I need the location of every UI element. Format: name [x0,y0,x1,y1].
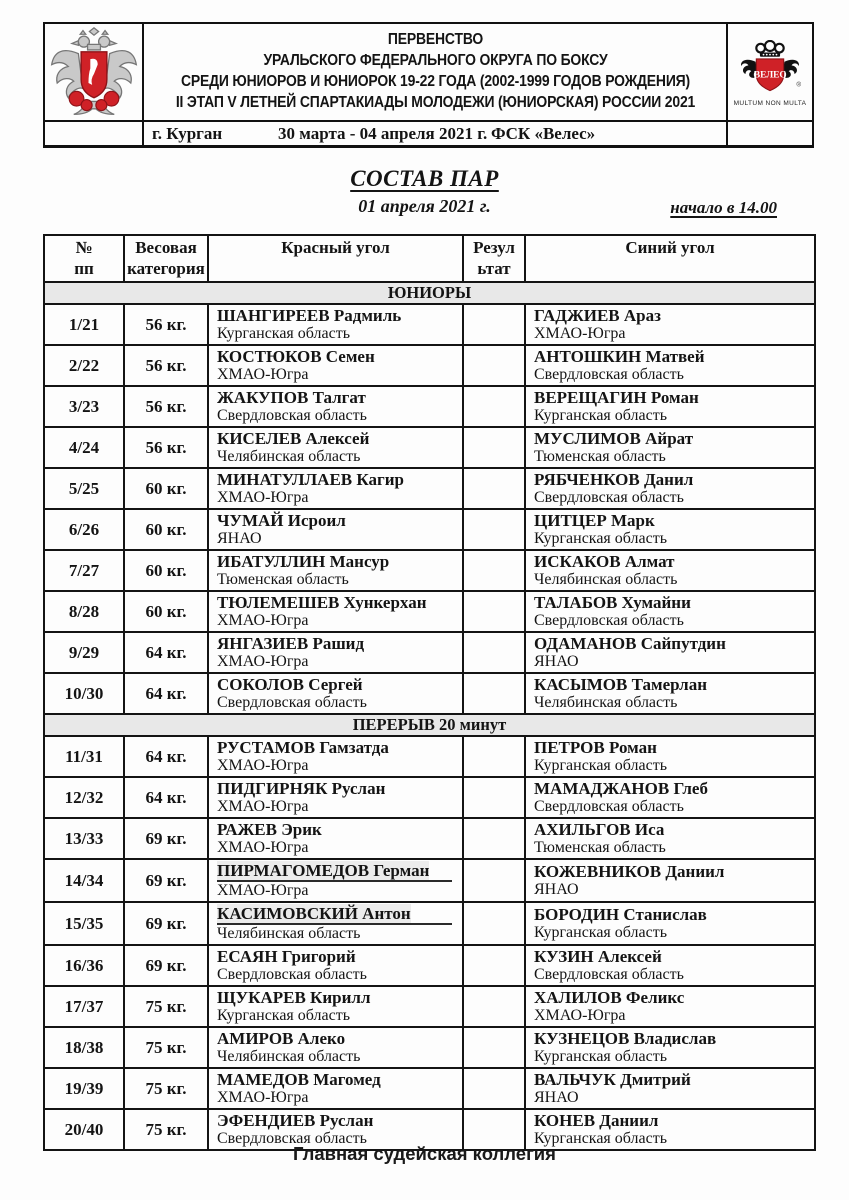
pair-row [44,818,815,859]
red-corner-name: ИБАТУЛЛИН Мансур [217,552,390,571]
section-band-row [44,282,815,304]
result-cell [463,777,525,818]
red-corner-cell [208,386,463,427]
result-cell [463,550,525,591]
red-corner-name-line [217,347,456,366]
blue-corner-region: Свердловская область [534,489,684,506]
pair-row [44,673,815,714]
blue-corner-region: ЯНАО [534,1089,579,1106]
red-corner-cell [208,736,463,777]
blue-corner-cell [525,550,815,591]
blue-corner-cell [525,945,815,986]
red-corner-name: МИНАТУЛЛАЕВ Кагир [217,470,404,489]
red-corner-name: КОСТЮКОВ Семен [217,347,375,366]
red-corner-name-line [217,306,456,325]
pair-row [44,550,815,591]
red-corner-name-line [217,552,456,571]
blue-corner-name: ИСКАКОВ Алмат [534,552,675,571]
blue-corner-region: Курганская область [534,757,668,774]
blue-corner-name-line [534,820,808,839]
red-corner-region: ЯНАО [217,530,262,547]
blue-corner-name-line [534,1029,808,1048]
bout-number: 4/24 [44,427,124,468]
blue-corner-name-line [534,675,808,694]
result-cell [463,427,525,468]
red-corner-name-line [217,820,456,839]
blue-corner-cell [525,632,815,673]
bout-number: 6/26 [44,509,124,550]
red-corner-cell [208,1068,463,1109]
blue-corner-name: ЦИТЦЕР Марк [534,511,655,530]
red-corner-name-line [217,388,456,407]
header-bottom-left-cell [45,120,144,145]
header-logo-cell [728,24,812,120]
blue-corner-name: МУСЛИМОВ Айрат [534,429,694,448]
blue-corner-cell [525,386,815,427]
result-cell [463,1068,525,1109]
red-corner-region: ХМАО-Югра [217,757,309,774]
blue-corner-cell [525,1027,815,1068]
blue-corner-name-line [534,1111,808,1130]
blue-corner-cell [525,859,815,902]
red-corner-name: ПИРМАГОМЕДОВ Герман [217,861,430,880]
result-cell [463,304,525,345]
red-corner-name-line [217,779,456,798]
result-cell [463,673,525,714]
venue-place: ФСК «Велес» [491,124,596,143]
blue-corner-name-line [534,388,808,407]
blue-corner-region: ЯНАО [534,881,579,898]
event-title: СОСТАВ ПАР [350,166,499,191]
blue-corner-region: ЯНАО [534,653,579,670]
bout-number: 8/28 [44,591,124,632]
result-cell [463,591,525,632]
red-corner-name: ТЮЛЕМЕШЕВ Хункерхан [217,593,427,612]
red-corner-cell [208,1027,463,1068]
red-corner-name: ПИДГИРНЯК Руслан [217,779,386,798]
weight-category: 56 кг. [124,427,208,468]
blue-corner-region: Свердловская область [534,366,684,383]
blue-corner-region: ХМАО-Югра [534,1007,626,1024]
red-corner-cell [208,345,463,386]
bout-number: 16/36 [44,945,124,986]
bout-number: 18/38 [44,1027,124,1068]
red-corner-region: Курганская область [217,325,351,342]
red-corner-cell [208,859,463,902]
weight-category: 69 кг. [124,818,208,859]
bout-number: 19/39 [44,1068,124,1109]
blue-corner-name: ВЕРЕЩАГИН Роман [534,388,699,407]
red-corner-cell [208,945,463,986]
red-corner-cell [208,673,463,714]
blue-corner-region: Тюменская область [534,839,666,856]
blue-corner-cell [525,591,815,632]
red-corner-name-line [217,904,452,925]
event-date: 01 апреля 2021 г. [358,196,491,216]
bout-number: 15/35 [44,902,124,945]
result-cell [463,1027,525,1068]
venue-row [144,120,728,145]
logo-shield-text: ВЕЛЕС [753,70,787,81]
red-corner-region: ХМАО-Югра [217,798,309,815]
blue-corner-cell [525,902,815,945]
red-corner-region: ХМАО-Югра [217,839,309,856]
red-corner-cell [208,550,463,591]
red-corner-cell [208,304,463,345]
veles-club-logo-icon [734,40,806,98]
pair-row [44,509,815,550]
blue-corner-cell [525,304,815,345]
red-corner-name: КИСЕЛЕВ Алексей [217,429,370,448]
pair-row [44,386,815,427]
blue-corner-region: Свердловская область [534,798,684,815]
red-corner-region: Свердловская область [217,966,367,983]
header-emblem-cell [45,24,144,120]
weight-category: 75 кг. [124,1068,208,1109]
bout-number: 20/40 [44,1109,124,1150]
red-corner-region: Челябинская область [217,448,361,465]
weight-category: 69 кг. [124,902,208,945]
red-corner-cell [208,818,463,859]
footer-jury-label: Главная судейская коллегия [293,1143,556,1164]
col-header-red-corner: Красный угол [208,235,463,282]
blue-corner-name: БОРОДИН Станислав [534,905,707,924]
result-cell [463,945,525,986]
weight-category: 60 кг. [124,468,208,509]
section-band-row [44,714,815,736]
red-corner-name: СОКОЛОВ Сергей [217,675,363,694]
blue-corner-name: ХАЛИЛОВ Феликс [534,988,685,1007]
blue-corner-name-line [534,306,808,325]
pairs-tbody [44,282,815,1150]
red-corner-name: РУСТАМОВ Гамзатда [217,738,389,757]
blue-corner-region: Тюменская область [534,448,666,465]
title-line-4: II ЭТАП V ЛЕТНЕЙ СПАРТАКИАДЫ МОЛОДЕЖИ (ЮНИОРСКАЯ) РОССИИ 2021 [175,93,695,111]
blue-corner-region: Курганская область [534,1130,668,1147]
bout-number: 17/37 [44,986,124,1027]
red-corner-name-line [217,861,452,882]
pairs-table-header-row [44,235,815,282]
blue-corner-name-line [534,429,808,448]
col-header-number: № пп [44,235,124,282]
pairs-table [43,234,816,1151]
red-corner-name: ЖАКУПОВ Талгат [217,388,366,407]
weight-category: 60 кг. [124,591,208,632]
red-corner-region: Тюменская область [217,571,349,588]
red-corner-name: ЯНГАЗИЕВ Рашид [217,634,365,653]
title-line-3: СРЕДИ ЮНИОРОВ И ЮНИОРОК 19-22 ГОДА (2002-1999 ГОДОВ РОЖДЕНИЯ) [180,73,690,90]
tournament-title [175,30,694,114]
col-header-blue-corner: Синий угол [525,235,815,282]
blue-corner-region: Свердловская область [534,966,684,983]
red-corner-name-line [217,593,456,612]
pair-row [44,304,815,345]
pair-row [44,632,815,673]
red-corner-region: Курганская область [217,1007,351,1024]
blue-corner-name-line [534,470,808,489]
result-cell [463,902,525,945]
red-corner-name: РАЖЕВ Эрик [217,820,322,839]
venue-city: г. Курган [152,124,223,143]
red-corner-cell [208,591,463,632]
result-cell [463,818,525,859]
pair-row [44,945,815,986]
blue-corner-name-line [534,738,808,757]
red-corner-name-line [217,511,456,530]
blue-corner-name-line [534,862,808,881]
bout-number: 13/33 [44,818,124,859]
weight-category: 60 кг. [124,550,208,591]
bout-number: 1/21 [44,304,124,345]
blue-corner-region: Челябинская область [534,571,678,588]
red-corner-region: Челябинская область [217,925,361,942]
weight-category: 56 кг. [124,386,208,427]
col-header-result: Резул ьтат [463,235,525,282]
blue-corner-cell [525,777,815,818]
venue-dates: 30 марта - 04 апреля 2021 г. [278,124,488,143]
title-line-1: ПЕРВЕНСТВО [387,31,483,49]
weight-category: 75 кг. [124,1109,208,1150]
pair-row [44,736,815,777]
red-corner-name-line [217,429,456,448]
registered-mark: ® [796,80,802,88]
red-corner-name-line [217,1111,456,1130]
blue-corner-region: ХМАО-Югра [534,325,626,342]
blue-corner-name: ОДАМАНОВ Сайпутдин [534,634,726,653]
result-cell [463,736,525,777]
red-corner-name-line [217,1029,456,1048]
blue-corner-name-line [534,988,808,1007]
blue-corner-region: Курганская область [534,1048,668,1065]
result-cell [463,986,525,1027]
blue-corner-cell [525,427,815,468]
weight-category: 56 кг. [124,304,208,345]
blue-corner-name-line [534,905,808,924]
red-corner-region: ХМАО-Югра [217,653,309,670]
red-corner-region: ХМАО-Югра [217,882,309,899]
result-cell [463,345,525,386]
red-corner-region: Свердловская область [217,694,367,711]
blue-corner-name: КОЖЕВНИКОВ Даниил [534,862,725,881]
blue-corner-name-line [534,593,808,612]
bout-number: 5/25 [44,468,124,509]
bout-number: 9/29 [44,632,124,673]
red-corner-region: Свердловская область [217,1130,367,1147]
red-corner-name: ЧУМАЙ Исроил [217,511,346,530]
blue-corner-name: ПЕТРОВ Роман [534,738,657,757]
blue-corner-cell [525,818,815,859]
red-corner-name-line [217,675,456,694]
blue-corner-name-line [534,779,808,798]
weight-category: 56 кг. [124,345,208,386]
russia-boxing-coat-of-arms-icon [48,26,140,118]
blue-corner-region: Челябинская область [534,694,678,711]
weight-category: 64 кг. [124,736,208,777]
blue-corner-name-line [534,511,808,530]
event-start-time: начало в 14.00 [670,198,777,217]
weight-category: 75 кг. [124,1027,208,1068]
blue-corner-name-line [534,347,808,366]
blue-corner-region: Курганская область [534,530,668,547]
blue-corner-cell [525,986,815,1027]
weight-category: 64 кг. [124,673,208,714]
pair-row [44,902,815,945]
blue-corner-cell [525,673,815,714]
blue-corner-name: КАСЫМОВ Тамерлан [534,675,707,694]
weight-category: 64 кг. [124,777,208,818]
document-header [43,22,814,148]
bout-number: 12/32 [44,777,124,818]
red-corner-region: Свердловская область [217,407,367,424]
blue-corner-region: Курганская область [534,924,668,941]
blue-corner-cell [525,345,815,386]
red-corner-name: ЩУКАРЕВ Кирилл [217,988,371,1007]
result-cell [463,468,525,509]
red-corner-cell [208,509,463,550]
pair-row [44,1027,815,1068]
red-corner-cell [208,468,463,509]
pair-row [44,859,815,902]
weight-category: 69 кг. [124,859,208,902]
red-corner-cell [208,902,463,945]
red-corner-cell [208,427,463,468]
blue-corner-name: ГАДЖИЕВ Араз [534,306,661,325]
pair-row [44,777,815,818]
red-corner-name-line [217,470,456,489]
blue-corner-name: КУЗИН Алексей [534,947,662,966]
blue-corner-name: ТАЛАБОВ Хумайни [534,593,691,612]
pair-row [44,468,815,509]
logo-motto: MULTUM NON MULTA [733,99,807,107]
section-band-label: ЮНИОРЫ [44,282,815,304]
red-corner-name-line [217,947,456,966]
result-cell [463,386,525,427]
red-corner-name: ЕСАЯН Григорий [217,947,356,966]
blue-corner-region: Курганская область [534,407,668,424]
blue-corner-name-line [534,947,808,966]
red-corner-name-line [217,634,456,653]
blue-corner-region: Свердловская область [534,612,684,629]
bout-number: 10/30 [44,673,124,714]
blue-corner-cell [525,1068,815,1109]
pair-row [44,986,815,1027]
red-corner-cell [208,986,463,1027]
red-corner-region: Челябинская область [217,1048,361,1065]
title-line-2: УРАЛЬСКОГО ФЕДЕРАЛЬНОГО ОКРУГА ПО БОКСУ [263,52,607,70]
bout-number: 11/31 [44,736,124,777]
blue-corner-name-line [534,634,808,653]
pair-row [44,345,815,386]
header-bottom-right-cell [728,120,812,145]
blue-corner-name-line [534,552,808,571]
section-band-label: ПЕРЕРЫВ 20 минут [44,714,815,736]
red-corner-region: ХМАО-Югра [217,489,309,506]
red-corner-region: ХМАО-Югра [217,366,309,383]
weight-category: 60 кг. [124,509,208,550]
blue-corner-name: АХИЛЬГОВ Иса [534,820,665,839]
red-corner-cell [208,632,463,673]
blue-corner-name: КУЗНЕЦОВ Владислав [534,1029,717,1048]
red-corner-name: МАМЕДОВ Магомед [217,1070,381,1089]
result-cell [463,859,525,902]
red-corner-cell [208,777,463,818]
red-corner-name-line [217,1070,456,1089]
bout-number: 7/27 [44,550,124,591]
weight-category: 75 кг. [124,986,208,1027]
weight-category: 64 кг. [124,632,208,673]
red-corner-region: ХМАО-Югра [217,1089,309,1106]
header-title-cell [144,24,728,120]
bout-number: 3/23 [44,386,124,427]
pair-row [44,591,815,632]
blue-corner-cell [525,736,815,777]
blue-corner-name: АНТОШКИН Матвей [534,347,705,366]
col-header-weight: Весовая категория [124,235,208,282]
blue-corner-cell [525,509,815,550]
pair-row [44,427,815,468]
blue-corner-name: МАМАДЖАНОВ Глеб [534,779,708,798]
blue-corner-name: ВАЛЬЧУК Дмитрий [534,1070,691,1089]
red-corner-name: АМИРОВ Алеко [217,1029,346,1048]
red-corner-name: ЭФЕНДИЕВ Руслан [217,1111,374,1130]
red-corner-name-line [217,738,456,757]
red-corner-region: ХМАО-Югра [217,612,309,629]
blue-corner-name: РЯБЧЕНКОВ Данил [534,470,694,489]
bout-number: 14/34 [44,859,124,902]
blue-corner-name: КОНЕВ Даниил [534,1111,659,1130]
red-corner-name: КАСИМОВСКИЙ Антон [217,904,411,923]
weight-category: 69 кг. [124,945,208,986]
result-cell [463,509,525,550]
result-cell [463,632,525,673]
pair-row [44,1068,815,1109]
red-corner-name: ШАНГИРЕЕВ Радмиль [217,306,402,325]
red-corner-name-line [217,988,456,1007]
blue-corner-cell [525,468,815,509]
blue-corner-name-line [534,1070,808,1089]
bout-number: 2/22 [44,345,124,386]
